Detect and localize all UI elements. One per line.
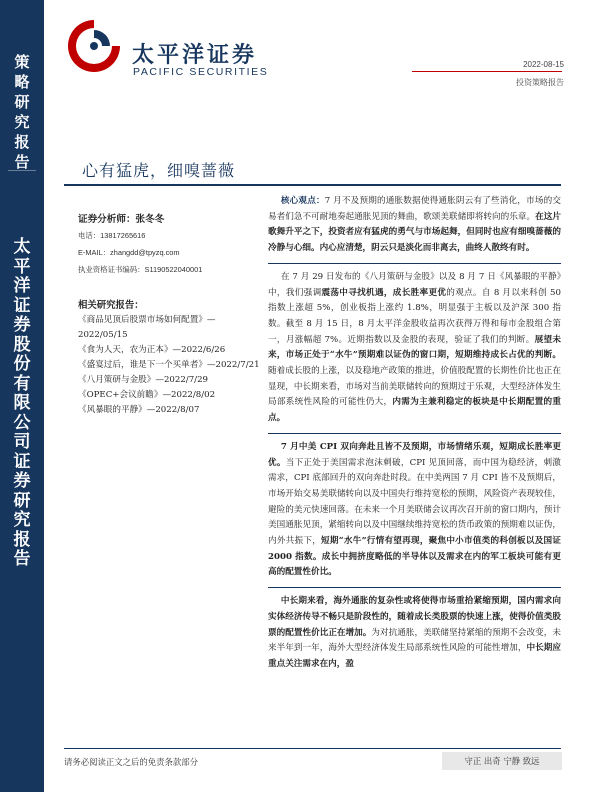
sidebar-category-char: 报 bbox=[14, 133, 30, 151]
sidebar-company-char: 有 bbox=[13, 373, 31, 394]
sidebar bbox=[0, 0, 44, 792]
p2-bold-3: 内需为主兼利稳定的板块是中长期配置的重点。 bbox=[268, 397, 561, 424]
sidebar-company-char: 研 bbox=[13, 490, 31, 511]
sidebar-company-name bbox=[0, 238, 44, 570]
sidebar-company-char: 司 bbox=[13, 432, 31, 452]
analyst-certificate: 执业资格证书编码：S1190522040001 bbox=[78, 265, 203, 274]
sidebar-divider bbox=[8, 170, 36, 171]
sidebar-company-char: 券 bbox=[13, 471, 31, 491]
core-view-text: 7 月不及预期的通胀数据使得通胀阴云有了些消化，市场的交易者们急不可耐地奏起通胀见顶的舞曲，歌颂美联储即将转向的乐章。 bbox=[268, 196, 561, 222]
body-paragraph-2 bbox=[268, 270, 561, 427]
sidebar-company-char: 究 bbox=[13, 510, 31, 530]
sidebar-company-char: 证 bbox=[13, 451, 31, 472]
related-report-item[interactable]: 《商品见顶后股票市场如何配置》—2022/05/15 bbox=[78, 315, 216, 340]
related-report-item[interactable]: 《OPEC+会议前瞻》—2022/8/02 bbox=[78, 390, 216, 400]
p4-text: 为对抗通胀，美联储坚持紧缩的预期不会改变，未来半年到一年，海外大型经济体发生局部系统性风险的可能性增加， bbox=[268, 627, 561, 654]
related-reports-title: 相关研究报告： bbox=[78, 300, 144, 311]
sidebar-report-category bbox=[0, 52, 44, 172]
p3-bold-2: 短期“水牛”行情有望再现，聚焦中小市值类的科创板以及国证 2000 指数。成长中拥挤度略低的半导体以及需求在内的军工板块可能有更高的配置性价比。 bbox=[268, 536, 561, 578]
analyst-phone: 电话：13817265616 bbox=[78, 231, 146, 240]
sidebar-company-char: 报 bbox=[13, 529, 31, 550]
p2-text: 在 7 月 29 日发布的《八月策研与金股》以及 8 月 7 日《风暴眼的平静》中，我们强调 bbox=[268, 271, 561, 298]
sidebar-category-char: 研 bbox=[14, 93, 30, 111]
sidebar-category-char: 告 bbox=[14, 153, 30, 171]
p3-bold: 7 月中美 CPI 双向奔赴且皆不及预期，市场情绪乐观，短期成长胜率更优。 bbox=[268, 441, 561, 468]
p4-bold: 中长期来看，海外通胀的复杂性或将使得市场重拾紧缩预期，国内需求向实体经济传导不畅只是阶段性的，随着成长类股票的快速上涨，使得价值类股票的配置性价比正在增加。 bbox=[268, 596, 561, 638]
sidebar-company-char: 公 bbox=[13, 412, 31, 433]
sidebar-category-char: 略 bbox=[14, 73, 30, 91]
body-paragraph-3 bbox=[268, 440, 561, 581]
related-report-item[interactable]: 《食为人天，农为正本》—2022/6/26 bbox=[78, 345, 226, 355]
p3-text: 当下正处于美国需求泡沫刺破，CPI 见顶回落，而中国为稳经济，刺激需求，CPI 底部回升的双向奔赴时段。在中美两国 7 月 CPI 皆不及预期后，市场开始交易美联储转向以及中国央行维持宽松的预期，风险资产表现较佳，避险的美元快速回落。在未来一个月美联储会议再次召开前的窗口期内，预计美国通胀见顶，紧缩转向以及中国继续维持宽松的货币政策的预期难以证伪，内外共振下， bbox=[268, 457, 561, 547]
pacific-logo-icon bbox=[64, 16, 124, 76]
p4-bold-2: 中长期应重点关注需求在内，盈 bbox=[268, 643, 561, 669]
page-title: 心有猛虎，细嗅蔷薇 bbox=[82, 161, 236, 180]
sidebar-company-char: 股 bbox=[13, 334, 31, 355]
related-report-item[interactable]: 《盛宴过后，谁是下一个买单者》—2022/7/21 bbox=[78, 360, 260, 370]
footer-rule bbox=[64, 748, 561, 749]
title-rule bbox=[64, 184, 561, 186]
core-view-paragraph bbox=[268, 194, 561, 257]
sidebar-company-char: 份 bbox=[13, 354, 31, 374]
sidebar-company-char: 太 bbox=[13, 237, 31, 257]
sidebar-company-char: 告 bbox=[13, 549, 31, 569]
analyst-email: E-MAIL：zhangdd@tpyzq.com bbox=[78, 248, 180, 257]
related-report-item[interactable]: 《风暴眼的平静》—2022/8/07 bbox=[78, 405, 200, 415]
report-type: 投资策略报告 bbox=[516, 78, 564, 87]
sidebar-category-char: 究 bbox=[14, 113, 30, 131]
p2-bold-2: 展望未来，市场正处于“水牛”预期难以证伪的窗口期，短期维持成长占优的判断。 bbox=[268, 334, 561, 361]
sidebar-company-char: 券 bbox=[13, 315, 31, 335]
p2-bold: 震荡中寻找机遇，成长胜率更优 bbox=[321, 287, 447, 298]
section-divider bbox=[268, 263, 561, 264]
section-divider bbox=[268, 433, 561, 434]
p2-text-3: 随着成长股的上涨，以及稳地产政策的推进，价值股配置的长期性价比也正在显现，中长期来看，市场对当前美联储转向的预期过于乐观，大型经济体发生局部系统性风险的可能性仍大， bbox=[268, 366, 561, 408]
sidebar-category-char: 策 bbox=[14, 53, 30, 71]
section-divider bbox=[268, 587, 561, 588]
p2-text-2: 的观点。自 8 月以来科创 50 指数上涨超 5%，创业板指上涨约 1.8%，明显强于主板以及沪深 300 指数。截至 8 月 15 日，8 月太平洋金股收益再次获得万得和每市金股组合第一，月涨幅超 7%。近期指数以及金股的表现，验证了我们的判断。 bbox=[268, 287, 561, 345]
header-red-rule bbox=[412, 71, 562, 72]
sidebar-company-char: 限 bbox=[13, 393, 31, 413]
footer-motto: 守正 出奇 宁静 致远 bbox=[442, 752, 562, 770]
core-view-label: 核心观点： bbox=[280, 196, 325, 206]
report-date: 2022-08-15 bbox=[523, 60, 564, 69]
sidebar-company-char: 洋 bbox=[13, 276, 31, 296]
core-view-bold: 在这片歌舞升平之下，投资者应有猛虎的勇气与市场起舞，但同时也应有细嗅蔷薇的冷静与心细。内心应清楚，阴云只是淡化而非离去，曲终人散终有时。 bbox=[268, 211, 561, 254]
body-paragraph-4 bbox=[268, 594, 561, 673]
related-report-item[interactable]: 《八月策研与金股》—2022/7/29 bbox=[78, 375, 209, 385]
analyst-panel bbox=[78, 212, 263, 418]
main-body bbox=[268, 194, 561, 673]
logo-chinese-name: 太平洋证券 bbox=[132, 42, 258, 67]
sidebar-company-char: 平 bbox=[13, 256, 31, 277]
logo-english-name: PACIFIC SECURITIES bbox=[133, 66, 269, 78]
sidebar-company-char: 证 bbox=[13, 295, 31, 316]
analyst-name: 证券分析师：张冬冬 bbox=[78, 214, 165, 225]
footer-disclaimer: 请务必阅读正文之后的免责条款部分 bbox=[64, 757, 198, 767]
